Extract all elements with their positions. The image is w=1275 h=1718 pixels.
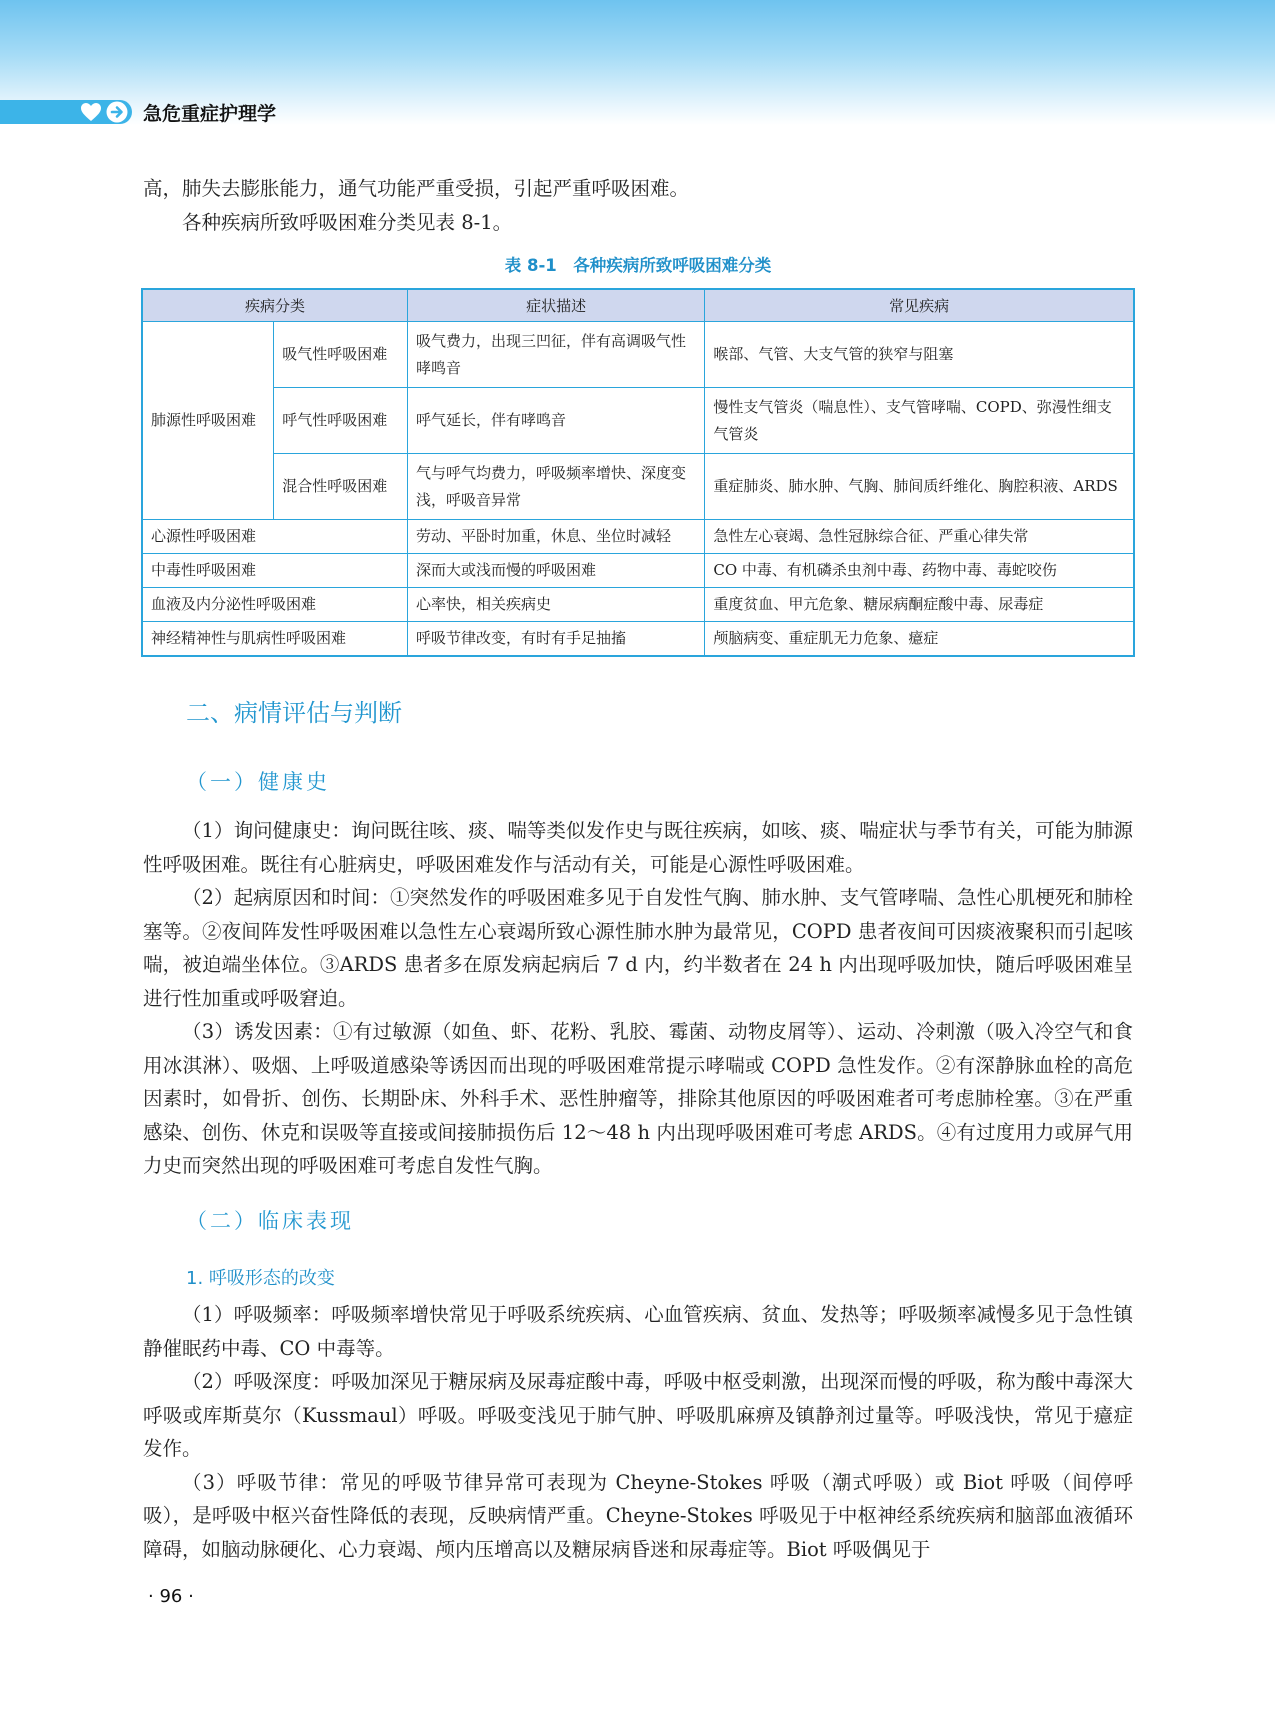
dyspnea-table — [141, 288, 1135, 657]
clinical-section — [143, 1298, 1133, 1566]
table-cell: 重度贫血、甲亢危象、糖尿病酮症酸中毒、尿毒症 — [705, 588, 1134, 622]
table-cell: 神经精神性与肌病性呼吸困难 — [142, 622, 407, 657]
heart-icon — [80, 102, 102, 122]
table-row — [142, 454, 1134, 520]
table-cell: 呼气性呼吸困难 — [274, 388, 408, 454]
table-cell: 气与呼气均费力，呼吸频率增快、深度变浅，呼吸音异常 — [407, 454, 704, 520]
table-row — [142, 554, 1134, 588]
table-row — [142, 388, 1134, 454]
table-row — [142, 322, 1134, 388]
clinical-paragraph-3: （3）呼吸节律：常见的呼吸节律异常可表现为 Cheyne-Stokes 呼吸（潮式呼吸）或 Biot 呼吸（间停呼吸），是呼吸中枢兴奋性降低的表现，反映病情严重。Cheyne-Stokes 呼吸见于中枢神经系统疾病和脑部血液循环障碍，如脑动脉硬化、心力衰竭、颅内压增高以及糖尿病昏迷和尿毒症等。Biot 呼吸偶见于 — [143, 1470, 1133, 1561]
table-cell: 呼气延长，伴有哮鸣音 — [407, 388, 704, 454]
page-number: · 96 · — [148, 1586, 194, 1607]
table-header-cell: 常见疾病 — [705, 289, 1134, 322]
history-section — [143, 814, 1133, 1183]
table-row — [142, 520, 1134, 554]
table-row — [142, 622, 1134, 657]
table-cell: CO 中毒、有机磷杀虫剂中毒、药物中毒、毒蛇咬伤 — [705, 554, 1134, 588]
table-cell: 血液及内分泌性呼吸困难 — [142, 588, 407, 622]
intro-text — [143, 172, 1133, 239]
table-cell: 喉部、气管、大支气管的狭窄与阻塞 — [705, 322, 1134, 388]
book-title: 急危重症护理学 — [143, 103, 277, 125]
table-row — [142, 588, 1134, 622]
table-cell: 吸气费力，出现三凹征，伴有高调吸气性哮鸣音 — [407, 322, 704, 388]
table-cell: 中毒性呼吸困难 — [142, 554, 407, 588]
table-cell: 深而大或浅而慢的呼吸困难 — [407, 554, 704, 588]
intro-line-1: 高，肺失去膨胀能力，通气功能严重受损，引起严重呼吸困难。 — [143, 177, 690, 200]
table-cell: 劳动、平卧时加重，休息、坐位时减轻 — [407, 520, 704, 554]
table-header-row — [142, 289, 1134, 322]
table-header-cell: 疾病分类 — [142, 289, 407, 322]
table-group-cell: 肺源性呼吸困难 — [142, 322, 274, 520]
table-cell: 慢性支气管炎（喘息性）、支气管哮喘、COPD、弥漫性细支气管炎 — [705, 388, 1134, 454]
clinical-paragraph-2: （2）呼吸深度：呼吸加深见于糖尿病及尿毒症酸中毒，呼吸中枢受刺激，出现深而慢的呼吸，称为酸中毒深大呼吸或库斯莫尔（Kussmaul）呼吸。呼吸变浅见于肺气肿、呼吸肌麻痹及镇静剂过量等。呼吸浅快，常见于癔症发作。 — [143, 1370, 1133, 1460]
table-cell: 重症肺炎、肺水肿、气胸、肺间质纤维化、胸腔积液、ARDS — [705, 454, 1134, 520]
history-paragraph-1: （1）询问健康史：询问既往咳、痰、喘等类似发作史与既往疾病，如咳、痰、喘症状与季节有关，可能为肺源性呼吸困难。既往有心脏病史，呼吸困难发作与活动有关，可能是心源性呼吸困难。 — [143, 819, 1133, 876]
history-paragraph-3: （3）诱发因素：①有过敏源（如鱼、虾、花粉、乳胶、霉菌、动物皮屑等）、运动、冷刺激（吸入冷空气和食用冰淇淋）、吸烟、上呼吸道感染等诱因而出现的呼吸困难常提示哮喘或 COPD 急性发作。②有深静脉血栓的高危因素时，如骨折、创伤、长期卧床、外科手术、恶性肿瘤等，排除其他原因的呼吸困难者可考虑肺栓塞。③在严重感染、创伤、休克和误吸等直接或间接肺损伤后 12～48 h 内出现呼吸困难可考虑 ARDS。④有过度用力或屏气用力史而突然出现的呼吸困难可考虑自发性气胸。 — [143, 1020, 1133, 1177]
clinical-paragraph-1: （1）呼吸频率：呼吸频率增快常见于呼吸系统疾病、心血管疾病、贫血、发热等；呼吸频率减慢多见于急性镇静催眠药中毒、CO 中毒等。 — [143, 1303, 1133, 1360]
table-cell: 吸气性呼吸困难 — [274, 322, 408, 388]
subsection-title-history: （一）健康史 — [186, 770, 330, 794]
table-cell: 颅脑病变、重症肌无力危象、癔症 — [705, 622, 1134, 657]
table-caption: 表 8-1 各种疾病所致呼吸困难分类 — [504, 256, 772, 275]
subsection-title-clinical: （二）临床表现 — [186, 1209, 354, 1233]
table-header-cell: 症状描述 — [407, 289, 704, 322]
history-paragraph-2: （2）起病原因和时间：①突然发作的呼吸困难多见于自发性气胸、肺水肿、支气管哮喘、急性心肌梗死和肺栓塞等。②夜间阵发性呼吸困难以急性左心衰竭所致心源性肺水肿为最常见，COPD 患者夜间可因痰液聚积而引起咳喘，被迫端坐体位。③ARDS 患者多在原发病起病后 7 d 内，约半数者在 24 h 内出现呼吸加快，随后呼吸困难呈进行性加重或呼吸窘迫。 — [143, 886, 1133, 1010]
intro-line-2: 各种疾病所致呼吸困难分类见表 8-1。 — [182, 210, 513, 234]
section-title: 二、病情评估与判断 — [186, 699, 402, 727]
table-cell: 混合性呼吸困难 — [274, 454, 408, 520]
arrow-icon — [106, 101, 128, 123]
table-cell: 心率快，相关疾病史 — [407, 588, 704, 622]
subheading-breathing-pattern: 1. 呼吸形态的改变 — [186, 1268, 335, 1289]
table-cell: 呼吸节律改变，有时有手足抽搐 — [407, 622, 704, 657]
table-cell: 急性左心衰竭、急性冠脉综合征、严重心律失常 — [705, 520, 1134, 554]
table-cell: 心源性呼吸困难 — [142, 520, 407, 554]
